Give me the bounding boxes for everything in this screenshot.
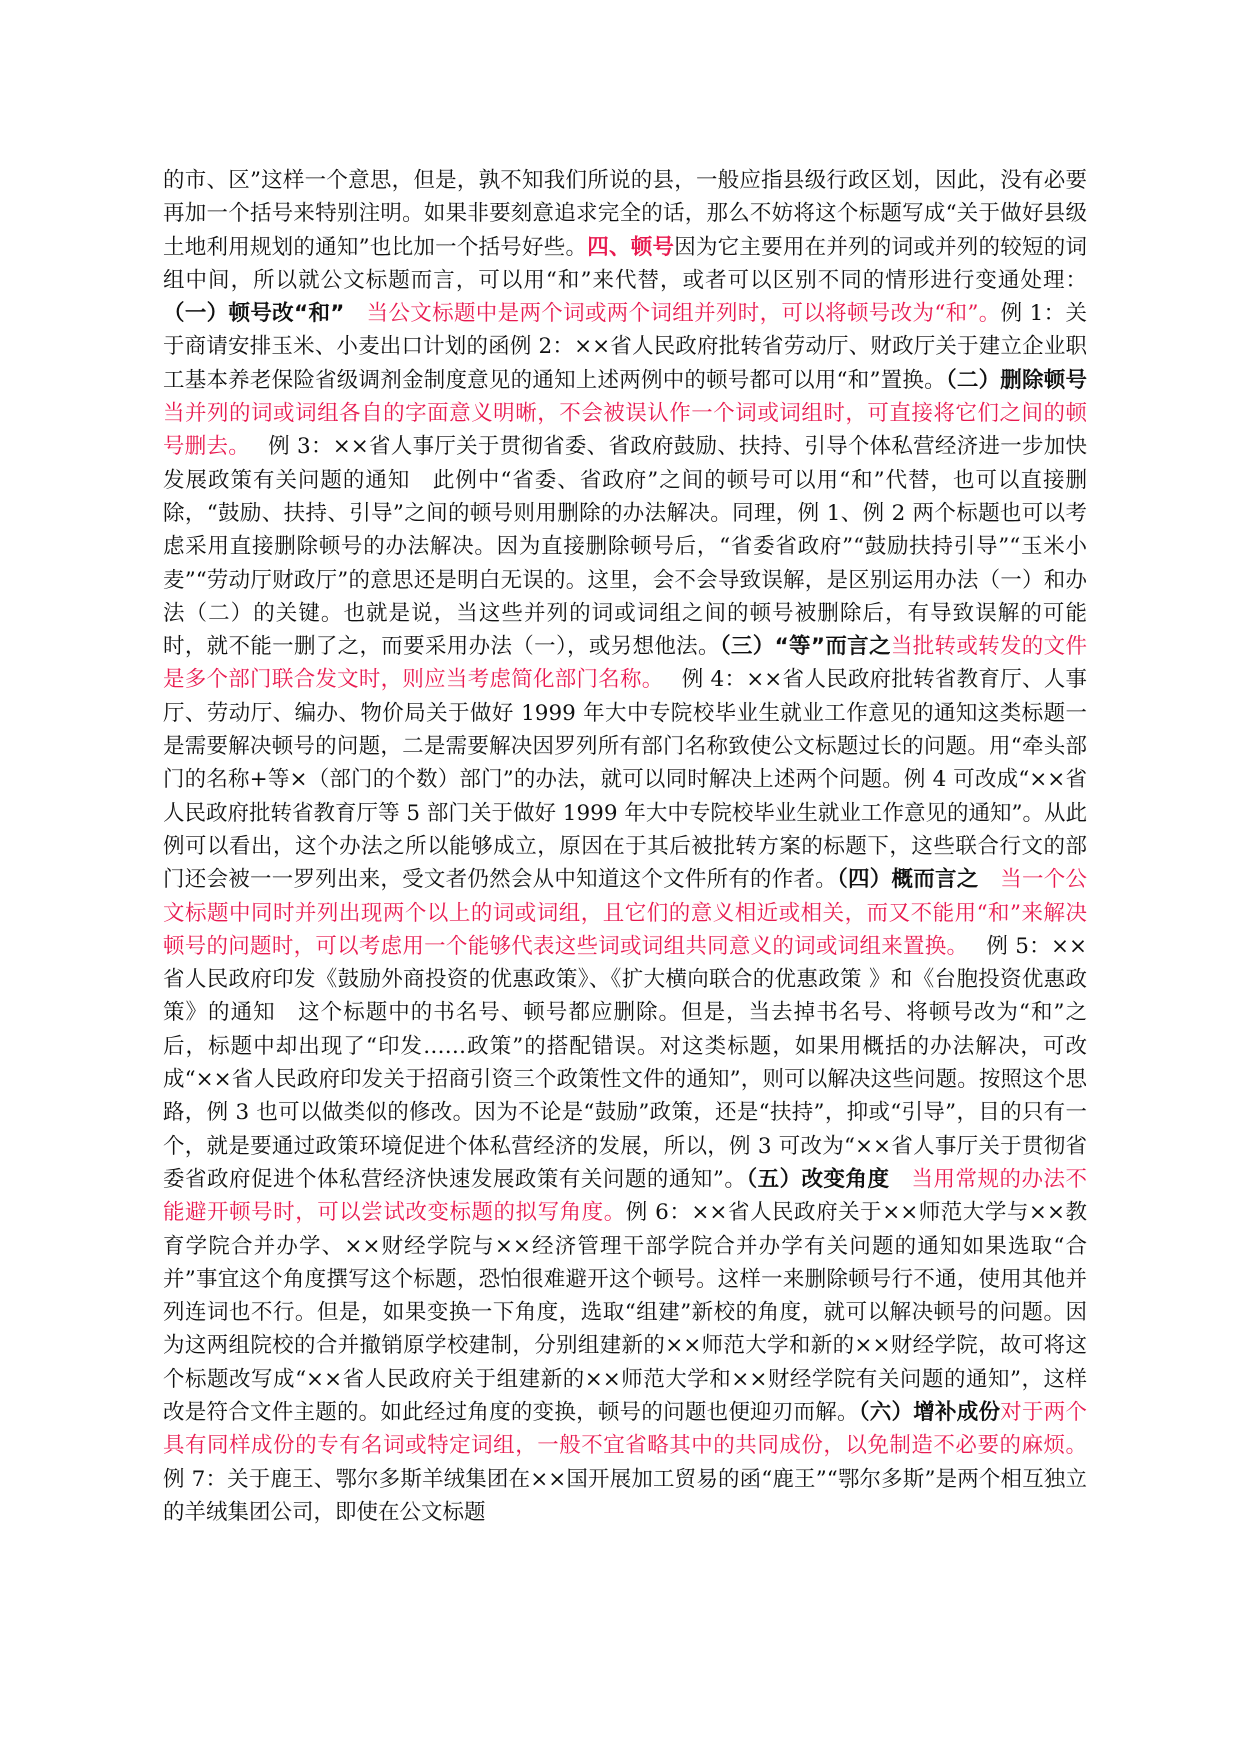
highlight-run: 当并列的词或词组各自的字面意义明晰，不会被误认作一个词或词组时，可直接将它们之间的顿号删去。	[163, 401, 1087, 460]
document-body	[163, 164, 1087, 1529]
highlight-run: 当公文标题中是两个词或两个词组并列时，可以将顿号改为“和”。	[344, 301, 1001, 327]
section-heading-dunhao: 四、顿号	[587, 234, 675, 260]
subheading-3: （三）“等”而言之	[719, 634, 891, 660]
text-run: 的市、区”这样一个意思，但是，孰不知我们所说的县，一般应指县级行政区划，因此，没有必要再加一个括号来特别注明。如果非要刻意追求完全的话，那么不妨将这个标题写成“关于做好县级土地利用规划的通知”也比加一个括号好些。	[163, 168, 1087, 260]
text-run: 例 3：××省人事厅关于贯彻省委、省政府鼓励、扶持、引导个体私营经济进一步加快发展政策有关问题的通知 此例中“省委、省政府”之间的顿号可以用“和”代替，也可以直接删除，“鼓励、扶持、引导”之间的顿号则用删除的办法解决。同理，例 1、例 2 两个标题也可以考虑采用直接删除顿号的办法解决。因为直接删除顿号后，“省委省政府”“鼓励扶持引导”“玉米小麦”“劳动厅财政厅”的意思还是明白无误的。这里，会不会导致误解，是区别运用办法（一）和办法（二）的关键。也就是说，当这些并列的词或词组之间的顿号被删除后，有导致误解的可能时，就不能一删了之，而要采用办法（一），或另想他法。	[163, 434, 1087, 660]
subheading-5: （五）改变角度	[746, 1166, 890, 1192]
subheading-2: （二）删除顿号	[945, 367, 1087, 393]
text-run: 例 7：关于鹿王、鄂尔多斯羊绒集团在××国开展加工贸易的函“鹿王”“鄂尔多斯”是两个相互独立的羊绒集团公司，即使在公文标题	[163, 1466, 1087, 1525]
subheading-6: （六）增补成份	[858, 1399, 1001, 1425]
highlight-run: 对于两个具有同样成份的专有名词或特定词组，一般不宜省略其中的共同成份，以免制造不必要的麻烦。	[163, 1399, 1087, 1459]
text-run: 例 5：××省人民政府印发《鼓励外商投资的优惠政策》、《扩大横向联合的优惠政策 》和《台胞投资优惠政策》的通知 这个标题中的书名号、顿号都应删除。但是，当去掉书名号、将顿号改为“和”之后，标题中却出现了“印发……政策”的搭配错误。对这类标题，如果用概括的办法解决，可改成“××省人民政府印发关于招商引资三个政策性文件的通知”，则可以解决这些问题。按照这个思路，例 3 也可以做类似的修改。因为不论是“鼓励”政策，还是“扶持”，抑或“引导”，目的只有一个，就是要通过政策环境促进个体私营经济的发展，所以，例 3 可改为“××省人事厅关于贯彻省委省政府促进个体私营经济快速发展政策有关问题的通知”。	[163, 933, 1087, 1192]
subheading-1: （一）顿号改“和”	[163, 301, 345, 327]
highlight-run: 当一个公文标题中同时并列出现两个以上的词或词组，且它们的意义相近或相关，而又不能用“和”来解决顿号的问题时，可以考虑用一个能够代表这些词或词组共同意义的词或词组来置换。	[163, 867, 1087, 959]
subheading-4: （四）概而言之	[837, 867, 979, 893]
text-run: 因为它主要用在并列的词或并列的较短的词组中间，所以就公文标题而言，可以用“和”来代替，或者可以区别不同的情形进行变通处理：	[163, 234, 1087, 293]
text-run: 例 6：××省人民政府关于××师范大学与××教育学院合并办学、××财经学院与××经济管理干部学院合并办学有关问题的通知如果选取“合并”事宜这个角度撰写这个标题，恐怕很难避开这个顿号。这样一来删除顿号行不通，使用其他并列连词也不行。但是，如果变换一下角度，选取“组建”新校的角度，就可以解决顿号的问题。因为这两组院校的合并撤销原学校建制，分别组建新的××师范大学和新的××财经学院，故可将这个标题改写成“××省人民政府关于组建新的××师范大学和××财经学院有关问题的通知”，这样改是符合文件主题的。如此经过角度的变换，顿号的问题也便迎刃而解。	[163, 1200, 1087, 1425]
text-run: 例 4：××省人民政府批转省教育厅、人事厅、劳动厅、编办、物价局关于做好 1999 年大中专院校毕业生就业工作意见的通知这类标题一是需要解决顿号的问题，二是需要解决因罗列所有部门名称致使公文标题过长的问题。用“牵头部门的名称+等×（部门的个数）部门”的办法，就可以同时解决上述两个问题。例 4 可改成“××省人民政府批转省教育厅等 5 部门关于做好 1999 年大中专院校毕业生就业工作意见的通知”。从此例可以看出，这个办法之所以能够成立，原因在于其后被批转方案的标题下，这些联合行文的部门还会被一一罗列出来，受文者仍然会从中知道这个文件所有的作者。	[163, 667, 1087, 893]
text-run: 例 1：关于商请安排玉米、小麦出口计划的函例 2：××省人民政府批转省劳动厅、财政厅关于建立企业职工基本养老保险省级调剂金制度意见的通知上述两例中的顿号都可以用“和”置换。	[163, 301, 1088, 393]
highlight-run: 当批转或转发的文件是多个部门联合发文时，则应当考虑简化部门名称。	[163, 634, 1087, 693]
highlight-run: 当用常规的办法不能避开顿号时，可以尝试改变标题的拟写角度。	[163, 1166, 1087, 1226]
